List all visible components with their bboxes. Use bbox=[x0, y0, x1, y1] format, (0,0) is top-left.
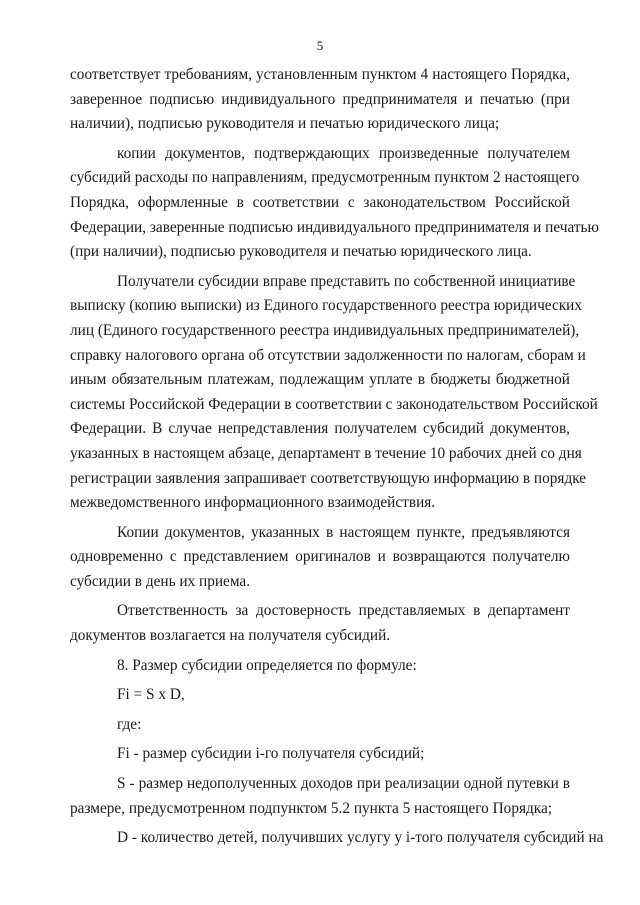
text-line: (при наличии), подписью руководителя и печатью юридического лица. bbox=[70, 243, 532, 261]
text-line: межведомственного информационного взаимодействия. bbox=[70, 494, 436, 512]
text-line: иным обязательным платежам, подлежащим уплате в бюджеты бюджетной bbox=[70, 371, 570, 389]
text-line: наличии), подписью руководителя и печатью юридического лица; bbox=[70, 115, 500, 133]
text-line: документов возлагается на получателя субсидий. bbox=[70, 627, 391, 645]
definition-s bbox=[70, 772, 570, 821]
paragraph-2 bbox=[70, 142, 599, 265]
text-line: соответствует требованиям, установленным пунктом 4 настоящего Порядка, bbox=[70, 66, 570, 83]
paragraph-3 bbox=[70, 270, 598, 516]
formula-heading: 8. Размер субсидии определяется по формуле: bbox=[117, 656, 417, 674]
formula-where-label: где: bbox=[117, 715, 142, 733]
text-line: Порядка, оформленные в соответствии с законодательством Российской bbox=[70, 193, 570, 211]
document-body bbox=[70, 63, 604, 856]
paragraph-1 bbox=[70, 63, 570, 137]
text-line: копии документов, подтверждающих произведенные получателем bbox=[117, 144, 570, 162]
definition-d bbox=[70, 826, 604, 851]
text-line: указанных в настоящем абзаце, департамент в течение 10 рабочих дней со дня bbox=[70, 444, 582, 462]
text-line: выписку (копию выписки) из Единого государственного реестра юридических bbox=[70, 297, 583, 315]
text-line: размере, предусмотренном подпунктом 5.2 пункта 5 настоящего Порядка; bbox=[70, 799, 553, 817]
text-line: субсидий расходы по направлениям, предусмотренным пунктом 2 настоящего bbox=[70, 169, 580, 187]
text-line: Федерации. В случае непредставления получателем субсидий документов, bbox=[70, 420, 570, 438]
text-line: справку налогового органа об отсутствии задолженности по налогам, сборам и bbox=[70, 346, 586, 364]
page-number: 5 bbox=[316, 38, 324, 53]
text-line: субсидии в день их приема. bbox=[70, 572, 251, 590]
formula: Fi = S x D, bbox=[117, 686, 185, 704]
text-line: Получатели субсидии вправе представить по собственной инициативе bbox=[117, 272, 576, 290]
formula-section bbox=[70, 654, 570, 767]
text-line: заверенное подписью индивидуального предпринимателя и печатью (при bbox=[70, 90, 570, 108]
text-line: одновременно с представлением оригиналов и возвращаются получателю bbox=[70, 548, 570, 566]
text-line: S - размер недополученных доходов при реализации одной путевки в bbox=[117, 775, 570, 793]
text-line: D - количество детей, получивших услугу у i-того получателя субсидий на bbox=[117, 829, 604, 847]
paragraph-4 bbox=[70, 521, 570, 595]
paragraph-5 bbox=[70, 599, 570, 648]
formula-fi-definition: Fi - размер субсидии i-го получателя субсидий; bbox=[117, 745, 425, 763]
text-line: системы Российской Федерации в соответствии с законодательством Российской bbox=[70, 395, 598, 413]
text-line: лиц (Единого государственного реестра индивидуальных предпринимателей), bbox=[70, 321, 580, 339]
text-line: регистрации заявления запрашивает соответствующую информацию в порядке bbox=[70, 469, 587, 487]
text-line: Копии документов, указанных в настоящем пункте, предъявляются bbox=[117, 523, 570, 541]
text-line: Ответственность за достоверность представляемых в департамент bbox=[117, 602, 570, 620]
text-line: Федерации, заверенные подписью индивидуального предпринимателя и печатью bbox=[70, 218, 599, 236]
